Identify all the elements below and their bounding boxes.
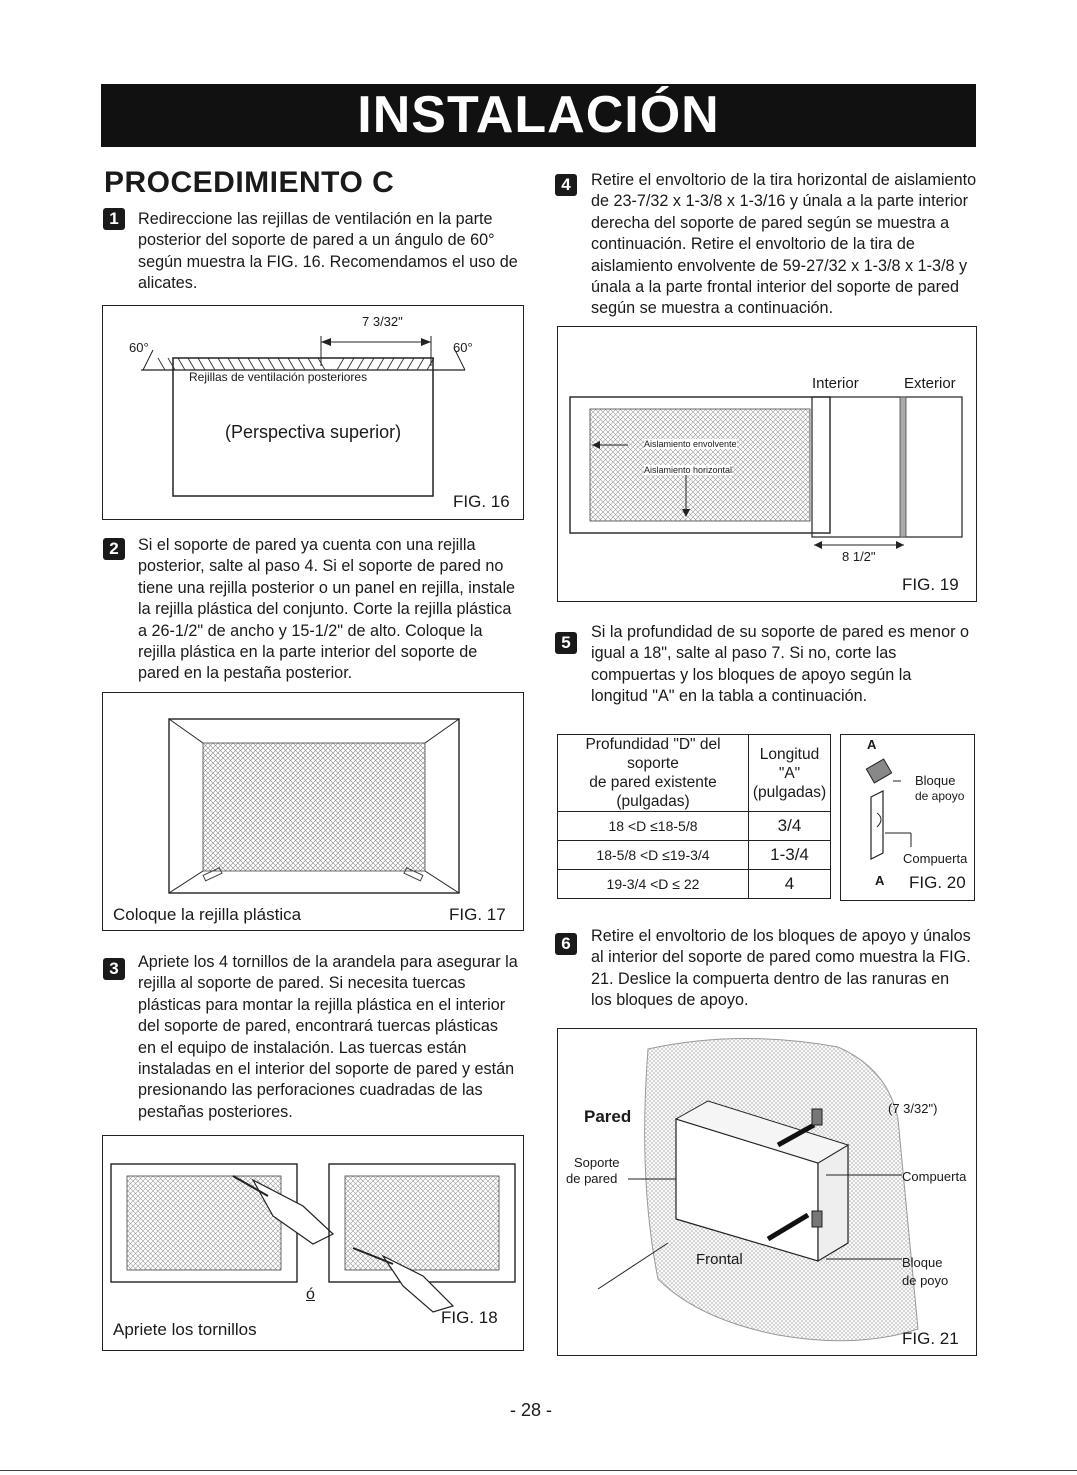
step-3-text: Apriete los 4 tornillos de la arandela para asegurar la rejilla al soporte de pared. Si necesita tuercas plásticas para montar la rejilla plástica en el interior del soporte de pared, encontrará tuercas plásticas en el equipo de instalación. Las tuercas están instaladas en el interior del soporte de pared y están presionando las perforaciones cuadradas de las pestañas posteriores. bbox=[138, 953, 518, 1121]
fig18-box bbox=[102, 1135, 524, 1351]
table-header-length-line2: (pulgadas) bbox=[752, 783, 827, 801]
fig21-sleeve-line2: de pared bbox=[566, 1171, 618, 1186]
step-3-number: 3 bbox=[103, 958, 125, 980]
fig16-angle-right: 60° bbox=[453, 340, 473, 355]
fig18-caption: Apriete los tornillos bbox=[113, 1320, 257, 1339]
fig18-or: ó bbox=[306, 1286, 315, 1303]
fig17-box bbox=[102, 692, 524, 931]
fig19-drawing bbox=[558, 327, 976, 601]
step-6-text: Retire el envoltorio de los bloques de apoyo y únalos al interior del soporte de pared como muestra la FIG. 21. Deslice la compuerta dentro de las ranuras en los bloques de apoyo. bbox=[591, 927, 971, 1010]
footer-divider bbox=[0, 1470, 1077, 1471]
fig20-block-line2: de apoyo bbox=[915, 789, 965, 803]
procedure-title: PROCEDIMIENTO C bbox=[104, 166, 395, 199]
fig21-front: Frontal bbox=[696, 1251, 743, 1268]
length-table bbox=[557, 734, 831, 899]
table-header-depth-line2: de pared existente (pulgadas) bbox=[589, 774, 717, 810]
step-1-number: 1 bbox=[103, 208, 125, 230]
fig21-block-line2: de poyo bbox=[902, 1273, 949, 1288]
fig17-label: FIG. 17 bbox=[449, 905, 506, 924]
fig19-exterior: Exterior bbox=[904, 375, 956, 392]
step-1-text: Redireccione las rejillas de ventilación en la parte posterior del soporte de pared a un ángulo de 60° según muestra la FIG. 16. Recomendamos el uso de alicates. bbox=[138, 210, 518, 293]
fig21-drawing bbox=[558, 1029, 976, 1355]
table-header-length bbox=[749, 735, 831, 812]
fig21-wall: Pared bbox=[584, 1107, 632, 1126]
table-cell-depth: 19-3/4 <D ≤ 22 bbox=[558, 870, 749, 899]
fig16-box bbox=[102, 305, 524, 520]
fig21-box bbox=[557, 1028, 977, 1356]
table-row bbox=[558, 870, 831, 899]
fig19-wrap-label: Aislamiento envolvente bbox=[644, 439, 737, 449]
table-header-depth bbox=[558, 735, 749, 812]
fig20-label: FIG. 20 bbox=[909, 873, 966, 892]
fig16-vents-label: Rejillas de ventilación posteriores bbox=[189, 370, 368, 384]
step-5-number: 5 bbox=[555, 632, 577, 654]
fig17-caption: Coloque la rejilla plástica bbox=[113, 905, 302, 924]
fig19-dim: 8 1/2" bbox=[842, 549, 876, 564]
step-2-number: 2 bbox=[103, 538, 125, 560]
fig21-label: FIG. 21 bbox=[902, 1329, 959, 1348]
table-cell-length: 4 bbox=[749, 870, 831, 899]
table-cell-depth: 18-5/8 <D ≤19-3/4 bbox=[558, 841, 749, 870]
fig21-block-line1: Bloque bbox=[902, 1255, 943, 1270]
fig21-sleeve-line1: Soporte bbox=[574, 1155, 620, 1170]
fig21-dim: (7 3/32") bbox=[888, 1101, 938, 1116]
fig20-a-top: A bbox=[867, 737, 877, 752]
fig19-horiz-label: Aislamiento horizontal bbox=[644, 465, 733, 475]
step-6-number: 6 bbox=[555, 933, 577, 955]
table-row bbox=[558, 812, 831, 841]
fig19-label: FIG. 19 bbox=[902, 575, 959, 594]
page-number: - 28 - bbox=[510, 1400, 553, 1420]
page-banner: INSTALACIÓN bbox=[101, 84, 976, 147]
table-cell-depth: 18 <D ≤18-5/8 bbox=[558, 812, 749, 841]
fig16-angle-left: 60° bbox=[129, 340, 149, 355]
table-cell-length: 1-3/4 bbox=[749, 841, 831, 870]
step-4-number: 4 bbox=[555, 174, 577, 196]
fig16-label: FIG. 16 bbox=[453, 492, 510, 511]
table-row bbox=[558, 841, 831, 870]
step-5-text: Si la profundidad de su soporte de pared es menor o igual a 18", salte al paso 7. Si no, corte las compuertas y los bloques de apoyo según la longitud "A" en la tabla a continuación. bbox=[591, 623, 969, 706]
table-header-depth-line1: Profundidad "D" del soporte bbox=[585, 736, 721, 772]
table-header-length-line1: Longitud "A" bbox=[759, 745, 820, 782]
step-4-text: Retire el envoltorio de la tira horizontal de aislamiento de 23-7/32 x 1-3/8 x 1-3/16 y únala a la parte interior derecha del soporte de pared según se muestra a continuación. Retire el envoltorio de la tira de aislamiento envolvente de 59-27/32 x 1-3/8 x 1-3/8 y únala a la parte frontal interior del soporte de pared según se muestra a continuación. bbox=[591, 171, 977, 318]
fig16-drawing bbox=[103, 306, 523, 519]
step-2-text: Si el soporte de pared ya cuenta con una rejilla posterior, salte al paso 4. Si el soporte de pared no tiene una rejilla posterior o un panel en rejilla, instale la rejilla plástica del conjunto. Corte la rejilla plástica a 26-1/2" de ancho y 15-1/2" de alto. Coloque la rejilla plástica en la parte interior del soporte de pared en la pestaña posterior. bbox=[138, 536, 516, 683]
fig16-view-label: (Perspectiva superior) bbox=[225, 422, 402, 442]
fig20-a-bottom: A bbox=[875, 873, 885, 888]
fig18-label: FIG. 18 bbox=[441, 1308, 498, 1327]
fig20-block-line1: Bloque bbox=[915, 773, 956, 788]
fig19-interior: Interior bbox=[812, 375, 859, 392]
fig21-gate: Compuerta bbox=[902, 1169, 967, 1184]
fig19-box bbox=[557, 326, 977, 602]
fig20-box bbox=[840, 734, 975, 901]
table-cell-length: 3/4 bbox=[749, 812, 831, 841]
fig16-dim: 7 3/32" bbox=[362, 314, 403, 329]
fig20-gate: Compuerta bbox=[903, 851, 968, 866]
fig17-drawing bbox=[103, 693, 523, 930]
